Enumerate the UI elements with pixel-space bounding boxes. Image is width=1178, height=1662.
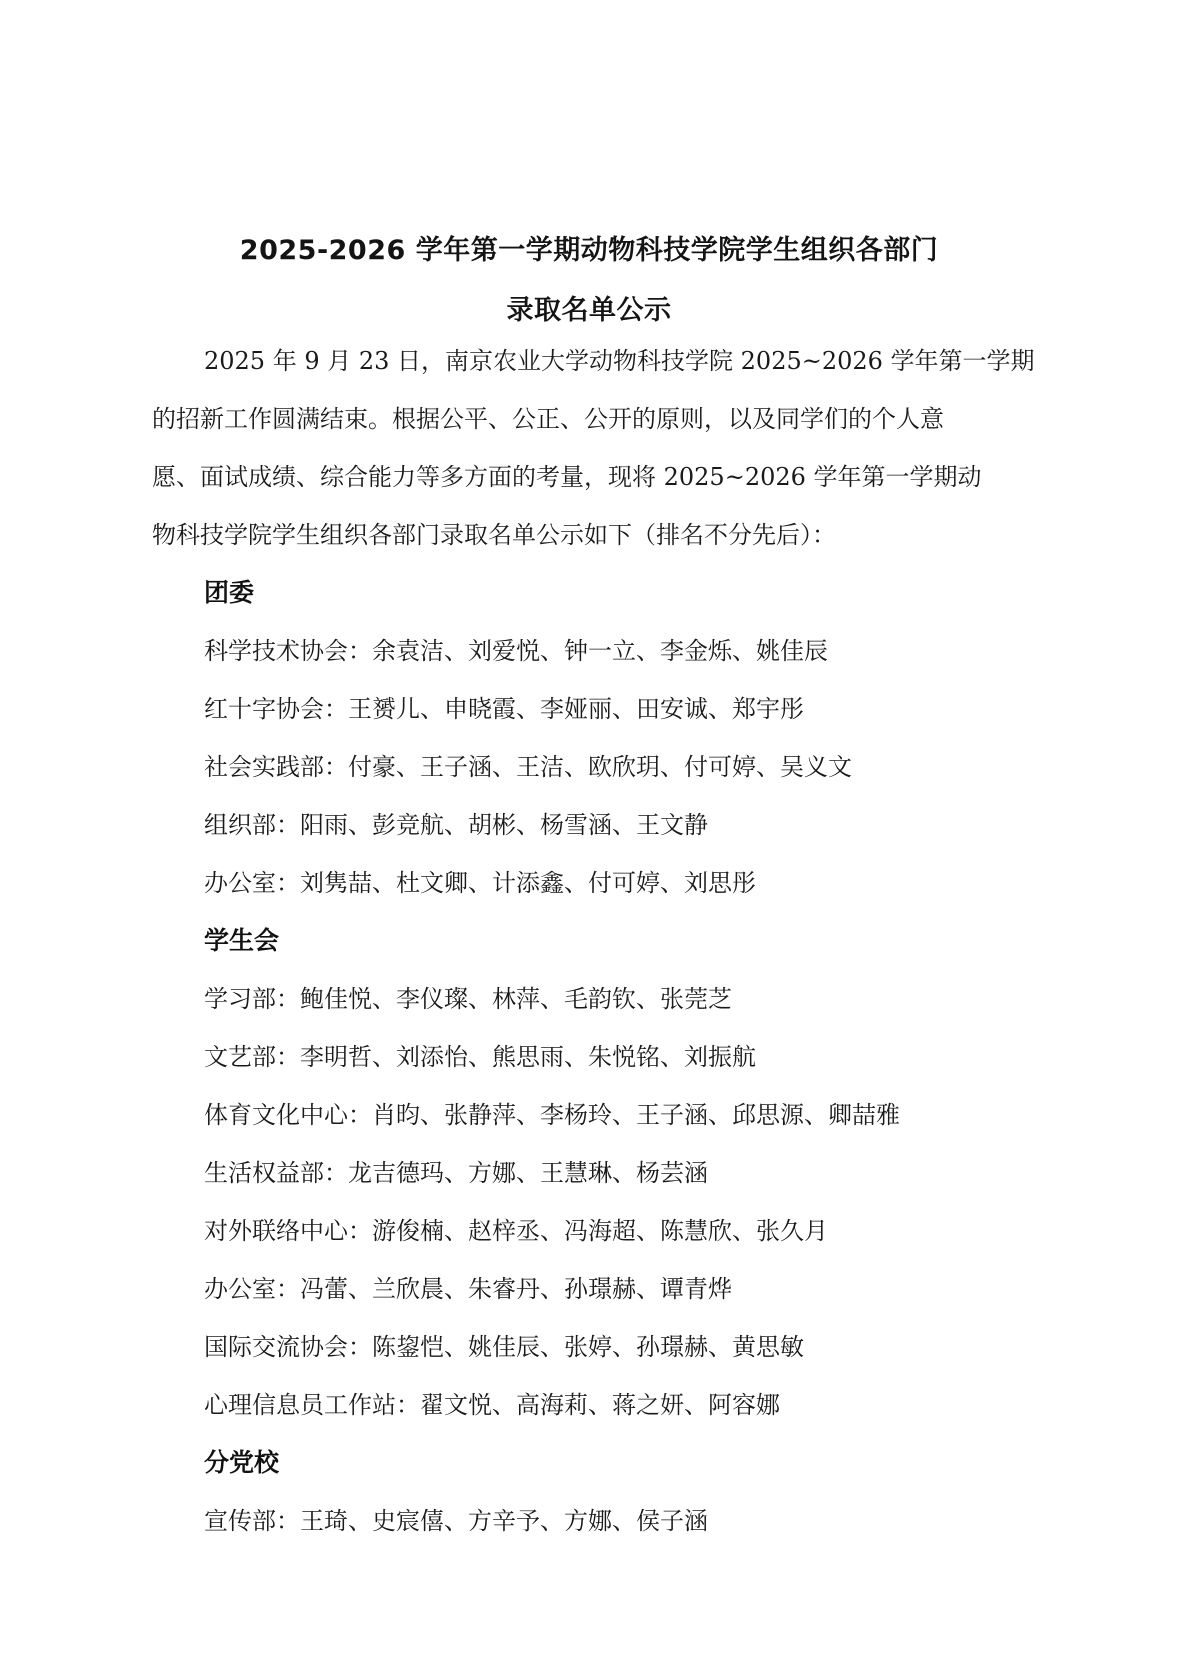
department-name: 体育文化中心： [204, 1101, 372, 1129]
department-line [204, 1202, 1104, 1260]
section-heading-youth-league: 团委 [204, 578, 255, 607]
department-members: 翟文悦、高海莉、蒋之妍、阿容娜 [420, 1391, 780, 1419]
department-line [204, 1028, 1104, 1086]
department-line [204, 1318, 1104, 1376]
department-members: 刘隽喆、杜文卿、计添鑫、付可婷、刘思彤 [300, 869, 756, 897]
document-subtitle: 录取名单公示 [506, 295, 672, 326]
department-name: 学习部： [204, 985, 300, 1013]
department-name: 文艺部： [204, 1043, 300, 1071]
department-name: 心理信息员工作站： [204, 1391, 420, 1419]
intro-paragraph [152, 332, 1035, 564]
department-members: 阳雨、彭竞航、胡彬、杨雪涵、王文静 [300, 811, 708, 839]
department-members: 冯蕾、兰欣晨、朱睿丹、孙璟赫、谭青烨 [300, 1275, 732, 1303]
department-name: 科学技术协会： [204, 637, 372, 665]
department-name: 组织部： [204, 811, 300, 839]
department-line [204, 854, 1104, 912]
department-members: 付豪、王子涵、王洁、欧欣玥、付可婷、吴义文 [348, 753, 852, 781]
department-line [204, 1086, 1104, 1144]
department-line [204, 1260, 1104, 1318]
intro-line: 2025 年 9 月 23 日，南京农业大学动物科技学院 2025~2026 学年第一学期 [204, 347, 1035, 375]
section-heading-party-school: 分党校 [204, 1448, 280, 1477]
department-line [204, 680, 1104, 738]
intro-line: 愿、面试成绩、综合能力等多方面的考量，现将 2025~2026 学年第一学期动 [152, 463, 982, 491]
department-name: 办公室： [204, 1275, 300, 1303]
department-line [204, 1376, 1104, 1434]
department-members: 李明哲、刘添怡、熊思雨、朱悦铭、刘振航 [300, 1043, 756, 1071]
department-name: 宣传部： [204, 1507, 300, 1535]
department-members: 鲍佳悦、李仪璨、林萍、毛韵钦、张莞芝 [300, 985, 732, 1013]
department-name: 社会实践部： [204, 753, 348, 781]
department-line [204, 1144, 1104, 1202]
department-line [204, 738, 1104, 796]
department-line [204, 970, 1104, 1028]
department-members: 龙吉德玛、方娜、王慧琳、杨芸涵 [348, 1159, 708, 1187]
department-members: 余袁洁、刘爱悦、钟一立、李金烁、姚佳辰 [372, 637, 828, 665]
department-members: 王琦、史宸僖、方辛予、方娜、侯子涵 [300, 1507, 708, 1535]
admission-list [204, 564, 1104, 1550]
department-name: 红十字协会： [204, 695, 348, 723]
department-members: 游俊楠、赵梓丞、冯海超、陈慧欣、张久月 [372, 1217, 828, 1245]
department-members: 王赟儿、申晓霞、李娅丽、田安诚、郑宇彤 [348, 695, 804, 723]
department-name: 对外联络中心： [204, 1217, 372, 1245]
department-line [204, 1492, 1104, 1550]
department-name: 办公室： [204, 869, 300, 897]
department-members: 陈鋆恺、姚佳辰、张婷、孙璟赫、黄思敏 [372, 1333, 804, 1361]
department-name: 生活权益部： [204, 1159, 348, 1187]
department-line [204, 622, 1104, 680]
department-name: 国际交流协会： [204, 1333, 372, 1361]
department-line [204, 796, 1104, 854]
section-heading-student-union: 学生会 [204, 926, 280, 955]
document-title: 2025-2026 学年第一学期动物科技学院学生组织各部门 [239, 235, 939, 266]
intro-line: 的招新工作圆满结束。根据公平、公正、公开的原则，以及同学们的个人意 [152, 405, 944, 433]
department-members: 肖昀、张静萍、李杨玲、王子涵、邱思源、卿喆雅 [372, 1101, 900, 1129]
intro-line: 物科技学院学生组织各部门录取名单公示如下（排名不分先后）： [152, 521, 836, 549]
